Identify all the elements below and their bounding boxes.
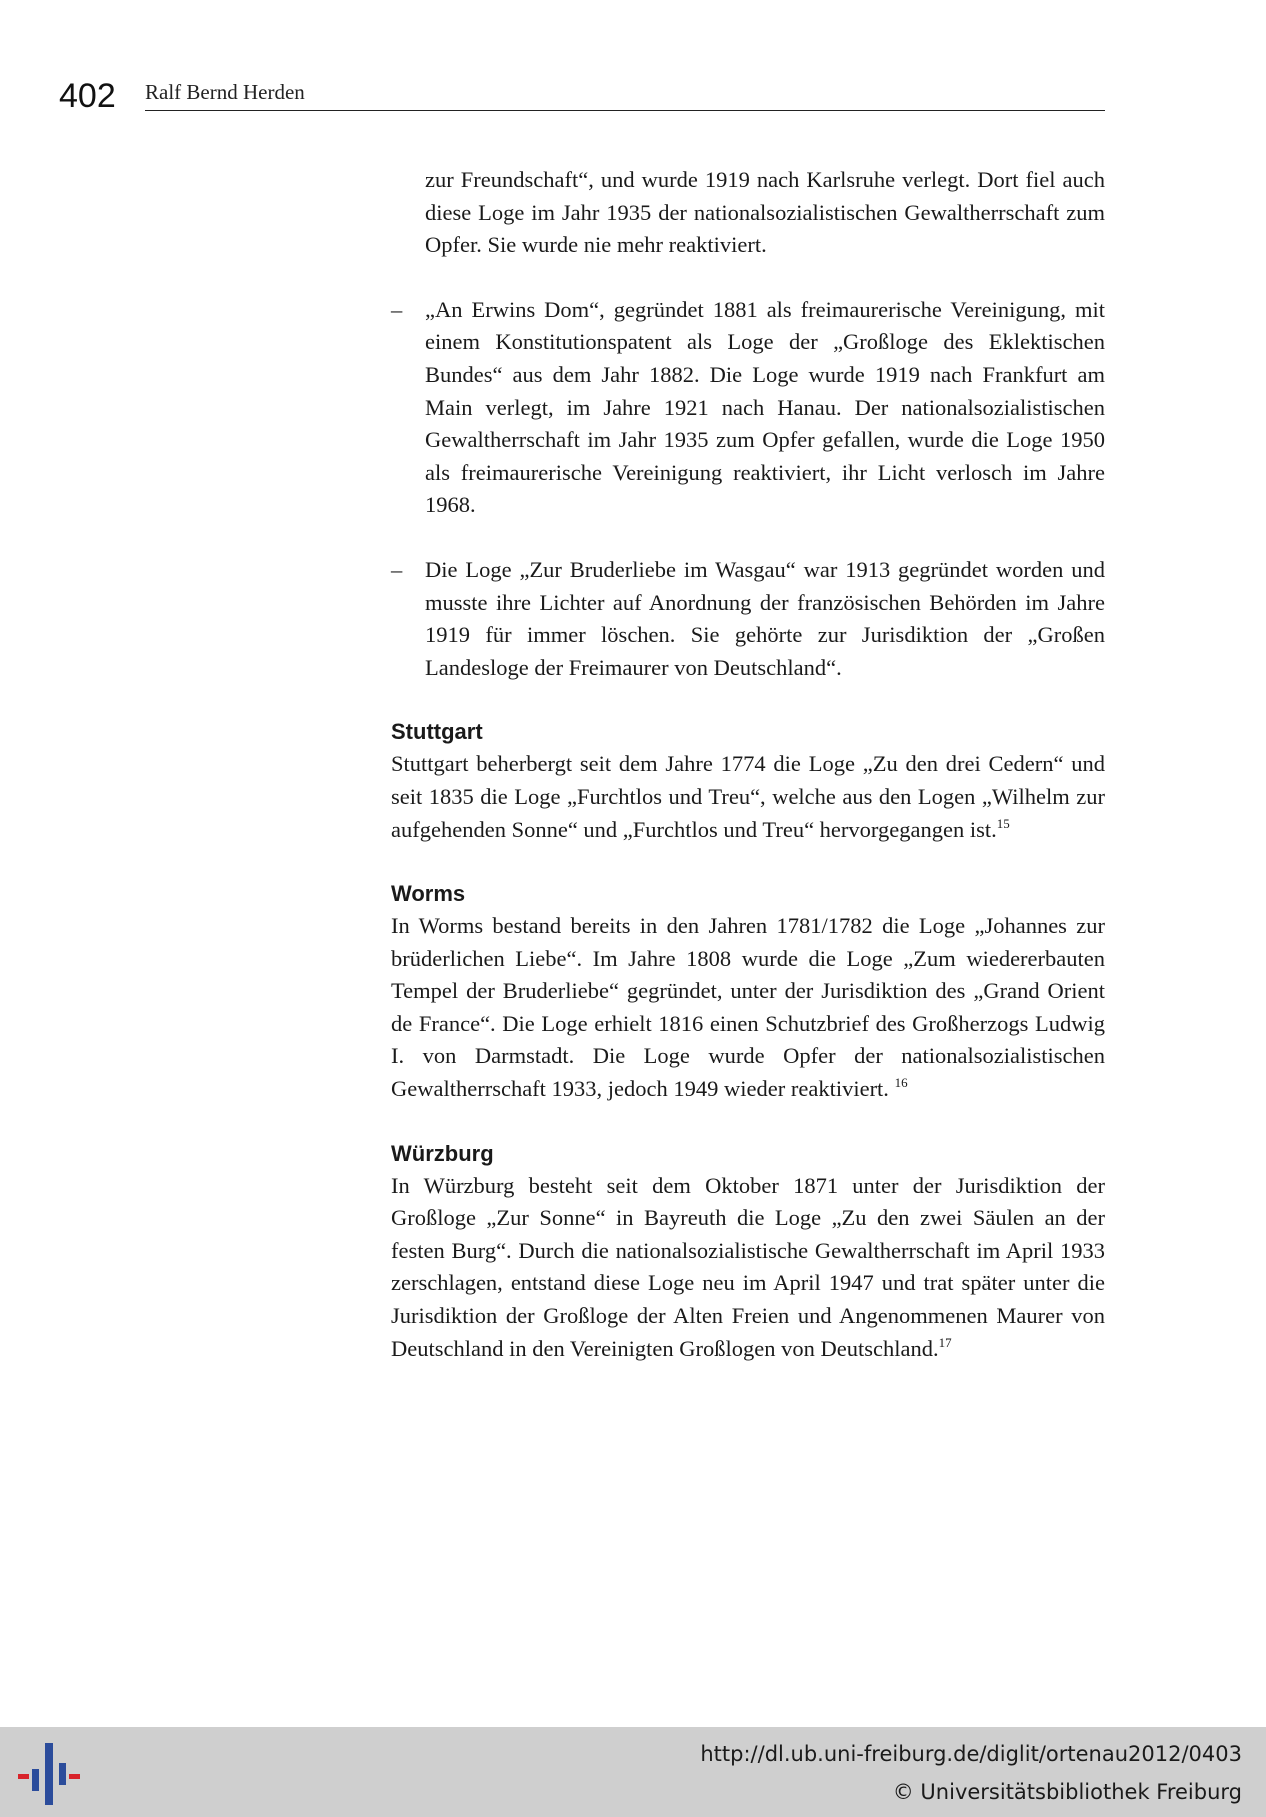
page-header — [59, 78, 1105, 114]
footer-band — [0, 1727, 1266, 1817]
section-text: In Worms bestand bereits in den Jahren 1781/1782 die Loge „Johannes zur brüderlichen Liebe“. Im Jahre 1808 wurde die Loge „Zum wiedererbauten Tempel der Bruderliebe“ gegründet, unter der Jurisdiktion des „Grand Orient de France“. Die Loge erhielt 1816 einen Schutzbrief des Großherzogs Ludwig I. von Darmstadt. Die Loge wurde Opfer der nationalsozialistischen Gewaltherrschaft 1933, jedoch 1949 wieder reaktiviert. — [391, 913, 1105, 1102]
section-paragraph — [391, 748, 1105, 846]
section-heading: Worms — [391, 881, 466, 907]
footer-url-link[interactable]: http://dl.ub.uni-freiburg.de/diglit/ortenau2012/0403 — [700, 1742, 1242, 1766]
section-heading: Stuttgart — [391, 719, 483, 745]
list-dash: – — [391, 556, 403, 582]
section-worms — [391, 878, 1105, 1106]
ub-freiburg-logo-icon — [18, 1743, 80, 1805]
list-item — [391, 554, 1105, 684]
section-stuttgart — [391, 716, 1105, 846]
header-rule — [145, 110, 1105, 111]
list-item-text: „An Erwins Dom“, gegründet 1881 als freimaurerische Vereinigung, mit einem Konstitutionspatent als Loge der „Großloge des Eklektischen Bundes“ aus dem Jahr 1882. Die Loge wurde 1919 nach Frankfurt am Main verlegt, im Jahre 1921 nach Hanau. Der nationalsozialistischen Gewaltherrschaft im Jahr 1935 zum Opfer gefallen, wurde die Loge 1950 als freimaurerische Vereinigung reaktiviert, ihr Licht verlosch im Jahre 1968. — [425, 296, 1105, 518]
continued-paragraph: zur Freundschaft“, und wurde 1919 nach Karlsruhe verlegt. Dort fiel auch diese Loge im Jahr 1935 der nationalsozialistischen Gewaltherrschaft zum Opfer. Sie wurde nie mehr reaktiviert. — [425, 167, 1105, 258]
section-text: Stuttgart beherbergt seit dem Jahre 1774 die Loge „Zu den drei Cedern“ und seit 1835 die Loge „Furchtlos und Treu“, welche aus den Logen „Wilhelm zur aufgehenden Sonne“ und „Furchtlos und Treu“ hervorgegangen ist. — [391, 751, 1105, 842]
section-wuerzburg — [391, 1138, 1105, 1366]
section-text: In Würzburg besteht seit dem Oktober 1871 unter der Jurisdiktion der Großloge „Zur Sonne“ in Bayreuth die Loge „Zu den zwei Säulen an der festen Burg“. Durch die nationalsozialistische Gewaltherrschaft im April 1933 zerschlagen, entstand diese Loge neu im April 1947 und trat später unter die Jurisdiktion der Großloge der Alten Freien und Angenommenen Maurer von Deutschland in den Vereinigten Großlogen von Deutschland. — [391, 1172, 1105, 1361]
running-head-author: Ralf Bernd Herden — [145, 80, 305, 104]
section-paragraph — [391, 1170, 1105, 1366]
section-paragraph — [391, 910, 1105, 1106]
list-item — [391, 294, 1105, 522]
footnote-ref: 15 — [996, 815, 1010, 831]
list-item-text: Die Loge „Zur Bruderliebe im Wasgau“ war 1913 gegründet worden und musste ihre Lichter auf Anordnung der französischen Behörden im Jahre 1919 für immer löschen. Sie gehörte zur Jurisdiktion der „Großen Landesloge der Freimaurer von Deutschland“. — [425, 556, 1105, 680]
footer-copyright: © Universitätsbibliothek Freiburg — [892, 1780, 1242, 1804]
page-number: 402 — [59, 77, 116, 115]
footnote-ref: 17 — [938, 1334, 952, 1350]
body-text — [391, 164, 1105, 1397]
footnote-ref: 16 — [894, 1075, 908, 1091]
list-dash: – — [391, 296, 403, 322]
section-heading: Würzburg — [391, 1140, 494, 1166]
